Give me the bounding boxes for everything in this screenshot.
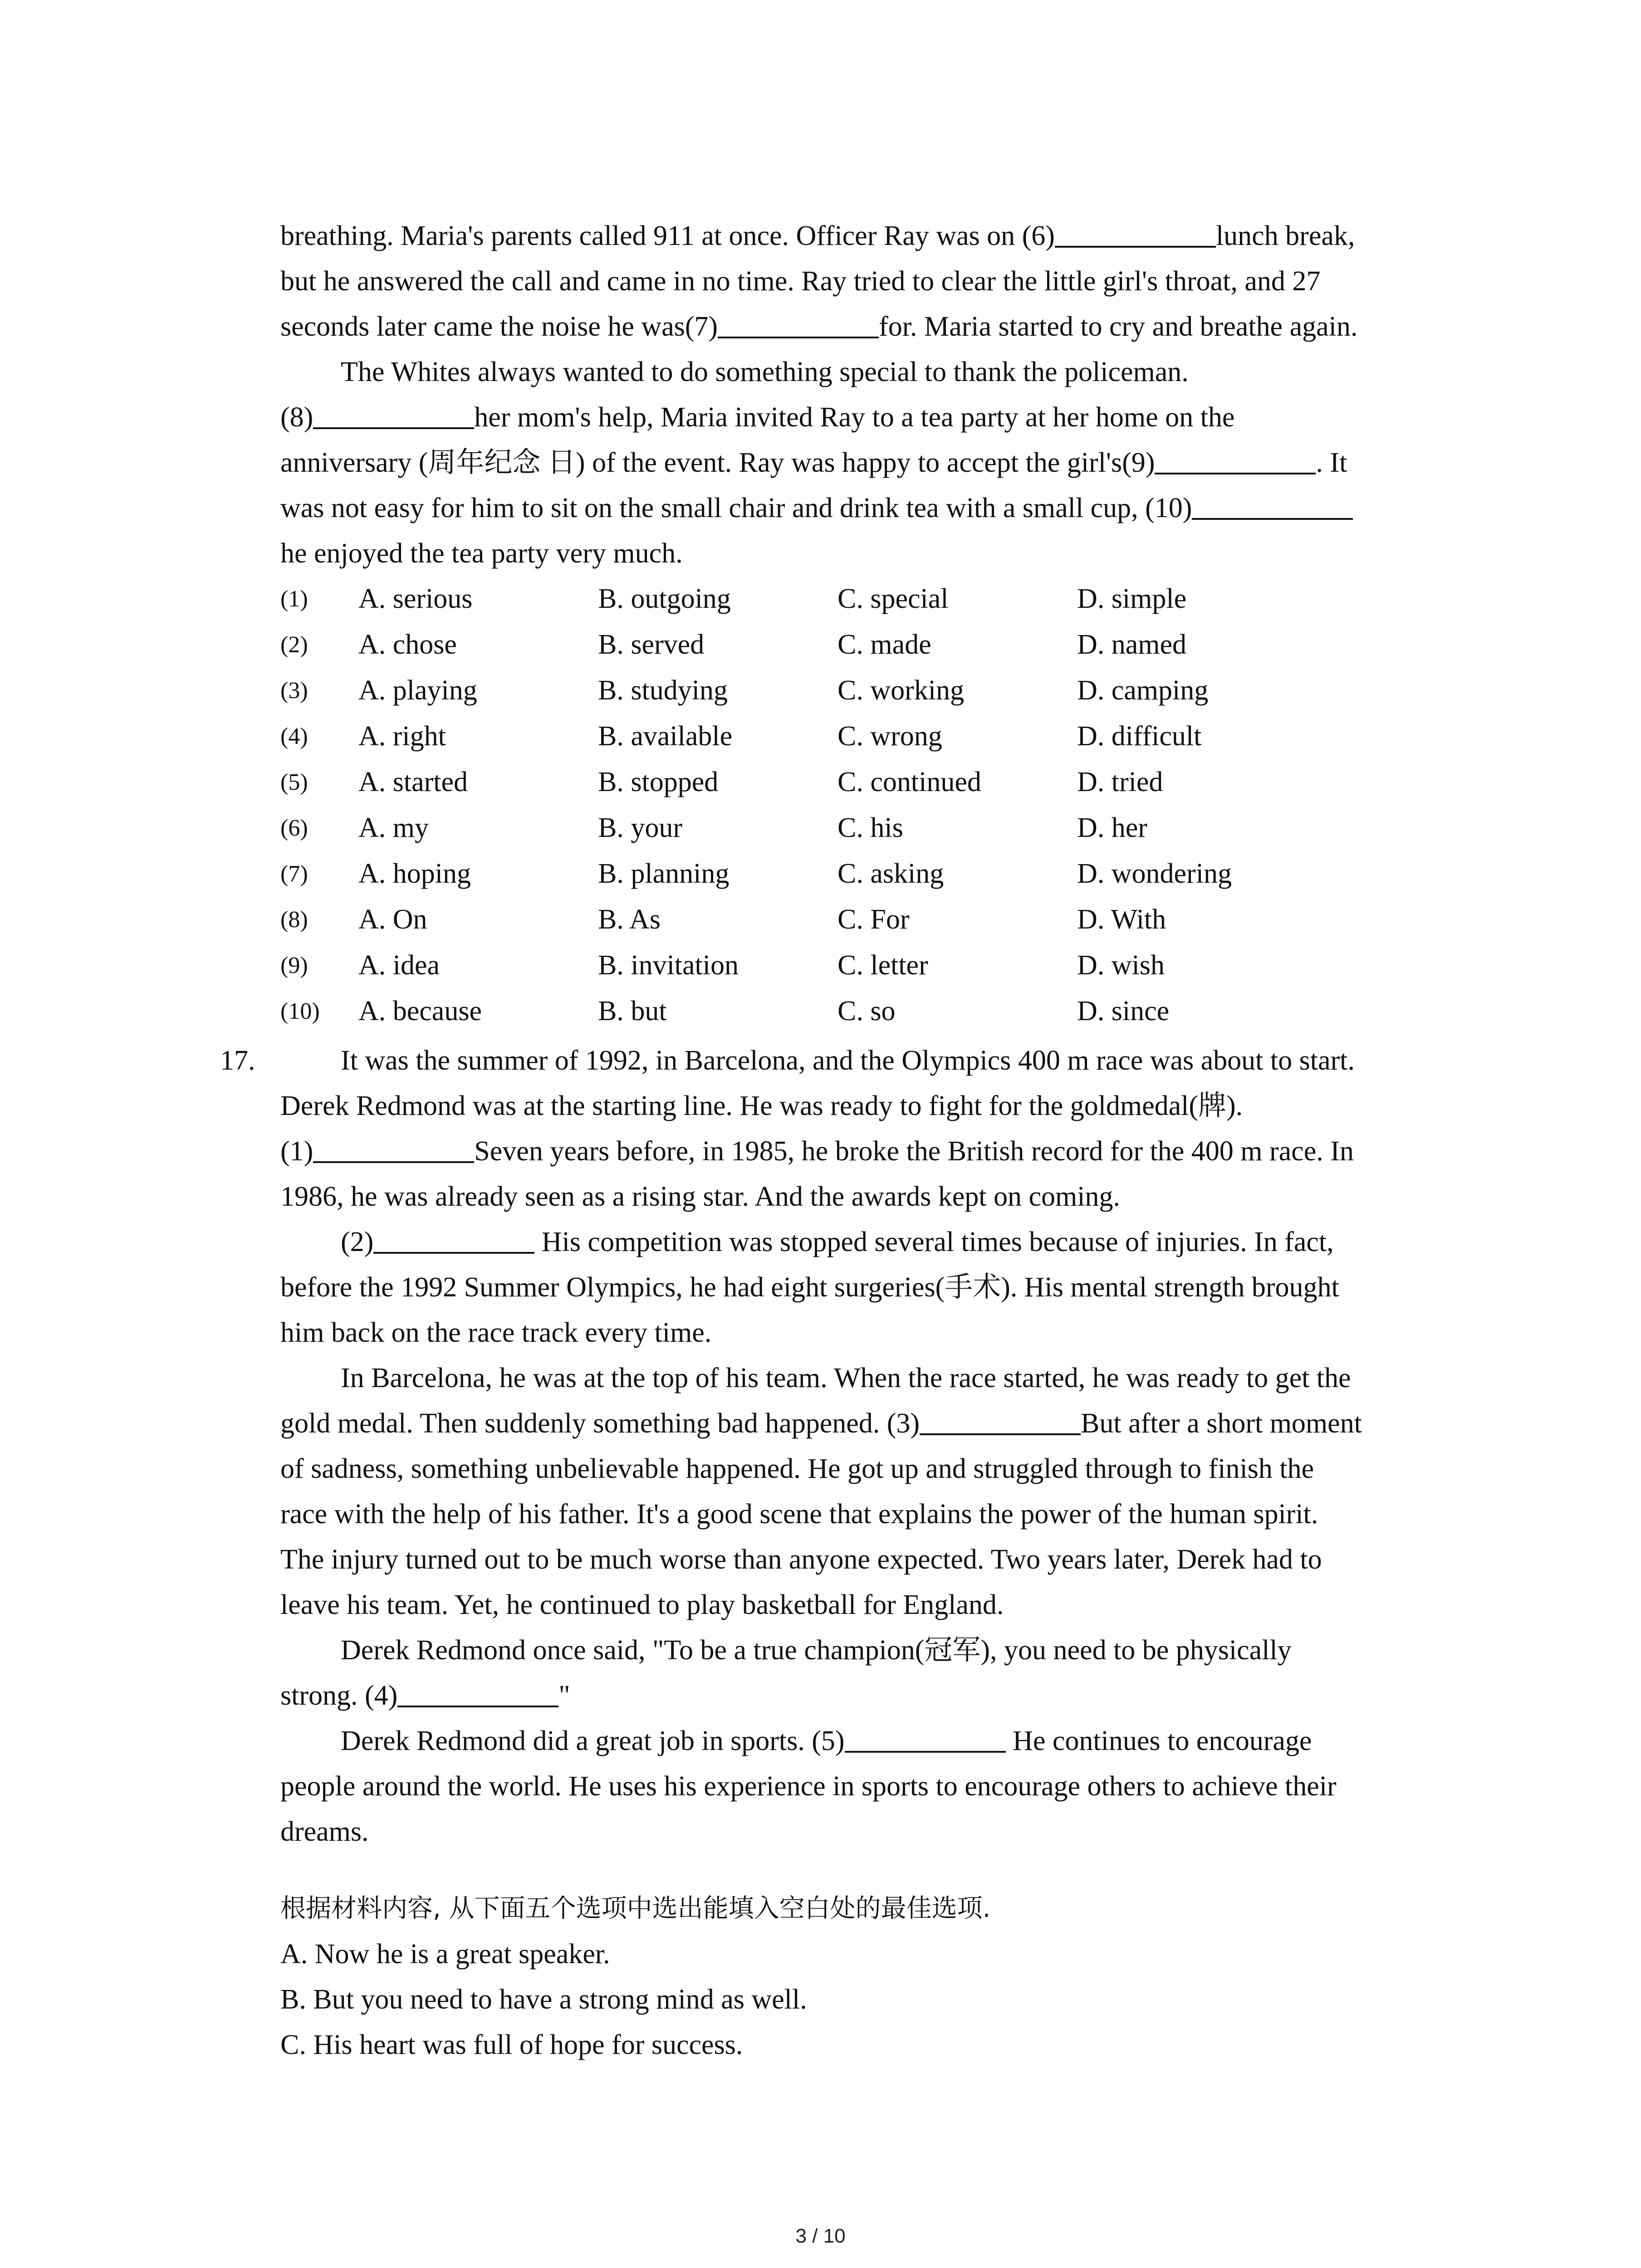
option-a: A. serious xyxy=(358,583,473,614)
passage-line: before the 1992 Summer Olympics, he had eight surgeries(手术). His mental strength brought xyxy=(280,1272,1339,1303)
option-c: C. special xyxy=(838,583,949,614)
passage-line: was not easy for him to sit on the small chair and drink tea with a small cup, (10) xyxy=(280,485,1446,531)
option-c: C. continued xyxy=(838,767,981,797)
choice-item: A. Now he is a great speaker. xyxy=(280,1939,610,1970)
passage-line: him back on the race track every time. xyxy=(280,1317,712,1348)
answer-blank xyxy=(718,310,879,338)
option-d: D. camping xyxy=(1077,675,1209,706)
option-row xyxy=(280,714,1446,759)
answer-blank xyxy=(313,401,474,429)
option-b: B. stopped xyxy=(598,767,719,797)
passage-line: breathing. Maria's parents called 911 at once. Officer Ray was on (6) lunch break, xyxy=(280,220,1355,251)
passage-line: The Whites always wanted to do something special to thank the policeman. xyxy=(341,357,1189,387)
answer-blank xyxy=(313,1135,474,1163)
option-a: A. idea xyxy=(358,950,440,981)
option-c: C. wrong xyxy=(838,721,942,752)
option-number: (10) xyxy=(280,998,320,1024)
question-number: 17. xyxy=(220,1045,255,1076)
option-c: C. letter xyxy=(838,950,928,981)
option-a: A. chose xyxy=(358,629,457,660)
passage-line: anniversary (周年纪念 日) of the event. Ray was happy to accept the girl's(9) . It xyxy=(280,447,1347,478)
option-b: B. studying xyxy=(598,675,728,706)
passage-line: race with the help of his father. It's a good scene that explains the power of the human spirit. xyxy=(280,1499,1318,1530)
option-row xyxy=(280,805,1446,851)
option-a: A. started xyxy=(358,767,468,797)
answer-blank xyxy=(845,1725,1006,1753)
passage-line: (2) His competition was stopped several times because of injuries. In fact, xyxy=(341,1227,1334,1257)
option-number: (2) xyxy=(280,632,308,658)
answer-blank xyxy=(1055,220,1216,248)
option-row xyxy=(280,576,1446,622)
option-d: D. simple xyxy=(1077,583,1187,614)
passage-line: but he answered the call and came in no time. Ray tried to clear the little girl's throat, and 27 xyxy=(280,266,1321,297)
option-a: A. On xyxy=(358,904,427,935)
option-d: D. With xyxy=(1077,904,1166,935)
option-row xyxy=(280,897,1446,943)
passage-line: Derek Redmond was at the starting line. He was ready to fight for the goldmedal(牌). xyxy=(280,1090,1243,1121)
option-c: C. working xyxy=(838,675,964,706)
option-a: A. playing xyxy=(358,675,477,706)
answer-blank xyxy=(920,1407,1081,1435)
option-a: A. hoping xyxy=(358,858,471,889)
option-a: A. because xyxy=(358,996,482,1026)
passage-line: (1) Seven years before, in 1985, he broke the British record for the 400 m race. In xyxy=(280,1136,1354,1167)
passage-line: (8) her mom's help, Maria invited Ray to a tea party at her home on the xyxy=(280,402,1235,433)
option-d: D. tried xyxy=(1077,767,1163,797)
option-c: C. For xyxy=(838,904,910,935)
option-b: B. planning xyxy=(598,858,730,889)
answer-blank xyxy=(1155,446,1316,474)
option-number: (8) xyxy=(280,907,308,933)
answer-blank xyxy=(373,1226,534,1254)
option-b: B. available xyxy=(598,721,733,752)
option-row xyxy=(280,943,1446,988)
question-17 xyxy=(220,1038,1446,2068)
passage-line: The injury turned out to be much worse than anyone expected. Two years later, Derek had to xyxy=(280,1544,1322,1575)
option-number: (5) xyxy=(280,769,308,795)
option-number: (9) xyxy=(280,953,308,978)
option-d: D. wish xyxy=(1077,950,1165,981)
passage-line: people around the world. He uses his experience in sports to encourage others to achieve their xyxy=(280,1771,1337,1802)
option-b: B. invitation xyxy=(598,950,739,981)
option-a: A. my xyxy=(358,812,429,843)
option-number: (4) xyxy=(280,723,308,749)
choice-item: C. His heart was full of hope for success. xyxy=(280,2029,743,2060)
option-c: C. asking xyxy=(838,858,944,889)
passage-line: In Barcelona, he was at the top of his team. When the race started, he was ready to get the xyxy=(341,1363,1351,1393)
passage-line: 1986, he was already seen as a rising star. And the awards kept on coming. xyxy=(280,1181,1120,1212)
option-b: B. your xyxy=(598,812,682,843)
option-c: C. his xyxy=(838,812,903,843)
passage-line: leave his team. Yet, he continued to play basketball for England. xyxy=(280,1589,1004,1620)
option-b: B. outgoing xyxy=(598,583,731,614)
page-number: 3 / 10 xyxy=(795,2225,846,2247)
option-row xyxy=(280,759,1446,805)
option-d: D. her xyxy=(1077,812,1147,843)
passage-line: Derek Redmond once said, "To be a true champion(冠军), you need to be physically xyxy=(341,1635,1292,1666)
option-number: (3) xyxy=(280,678,308,704)
passage-line: dreams. xyxy=(280,1816,369,1847)
options-16 xyxy=(280,576,1446,1034)
passage-16 xyxy=(280,213,1446,576)
passage-line: of sadness, something unbelievable happened. He got up and struggled through to finish the xyxy=(280,1453,1314,1484)
option-d: D. wondering xyxy=(1077,858,1232,889)
answer-blank xyxy=(397,1679,558,1707)
option-row xyxy=(280,622,1446,668)
passage-line: strong. (4) " xyxy=(280,1680,570,1711)
option-c: C. so xyxy=(838,996,896,1026)
option-row xyxy=(280,988,1446,1034)
option-b: B. but xyxy=(598,996,667,1026)
passage-line: seconds later came the noise he was(7) for. Maria started to cry and breathe again. xyxy=(280,311,1358,342)
passage-line: Derek Redmond did a great job in sports. (5) He continues to encourage xyxy=(341,1725,1312,1756)
page-content xyxy=(220,213,1446,2068)
passage-line: he enjoyed the tea party very much. xyxy=(280,538,683,569)
passage-line: It was the summer of 1992, in Barcelona, and the Olympics 400 m race was about to start. xyxy=(341,1045,1355,1076)
option-b: B. served xyxy=(598,629,705,660)
instruction-text: 根据材料内容, 从下面五个选项中选出能填入空白处的最佳选项. xyxy=(280,1894,991,1923)
option-row xyxy=(280,668,1446,714)
option-d: D. difficult xyxy=(1077,721,1202,752)
option-row xyxy=(280,851,1446,897)
answer-blank xyxy=(1192,492,1353,520)
option-number: (1) xyxy=(280,586,308,612)
passage-line: gold medal. Then suddenly something bad happened. (3) But after a short moment xyxy=(280,1408,1362,1439)
option-b: B. As xyxy=(598,904,661,935)
option-c: C. made xyxy=(838,629,931,660)
option-a: A. right xyxy=(358,721,446,752)
option-d: D. since xyxy=(1077,996,1170,1026)
option-d: D. named xyxy=(1077,629,1187,660)
choice-item: B. But you need to have a strong mind as well. xyxy=(280,1984,807,2015)
option-number: (7) xyxy=(280,861,308,887)
spacer xyxy=(280,1854,1446,1886)
option-number: (6) xyxy=(280,815,308,841)
